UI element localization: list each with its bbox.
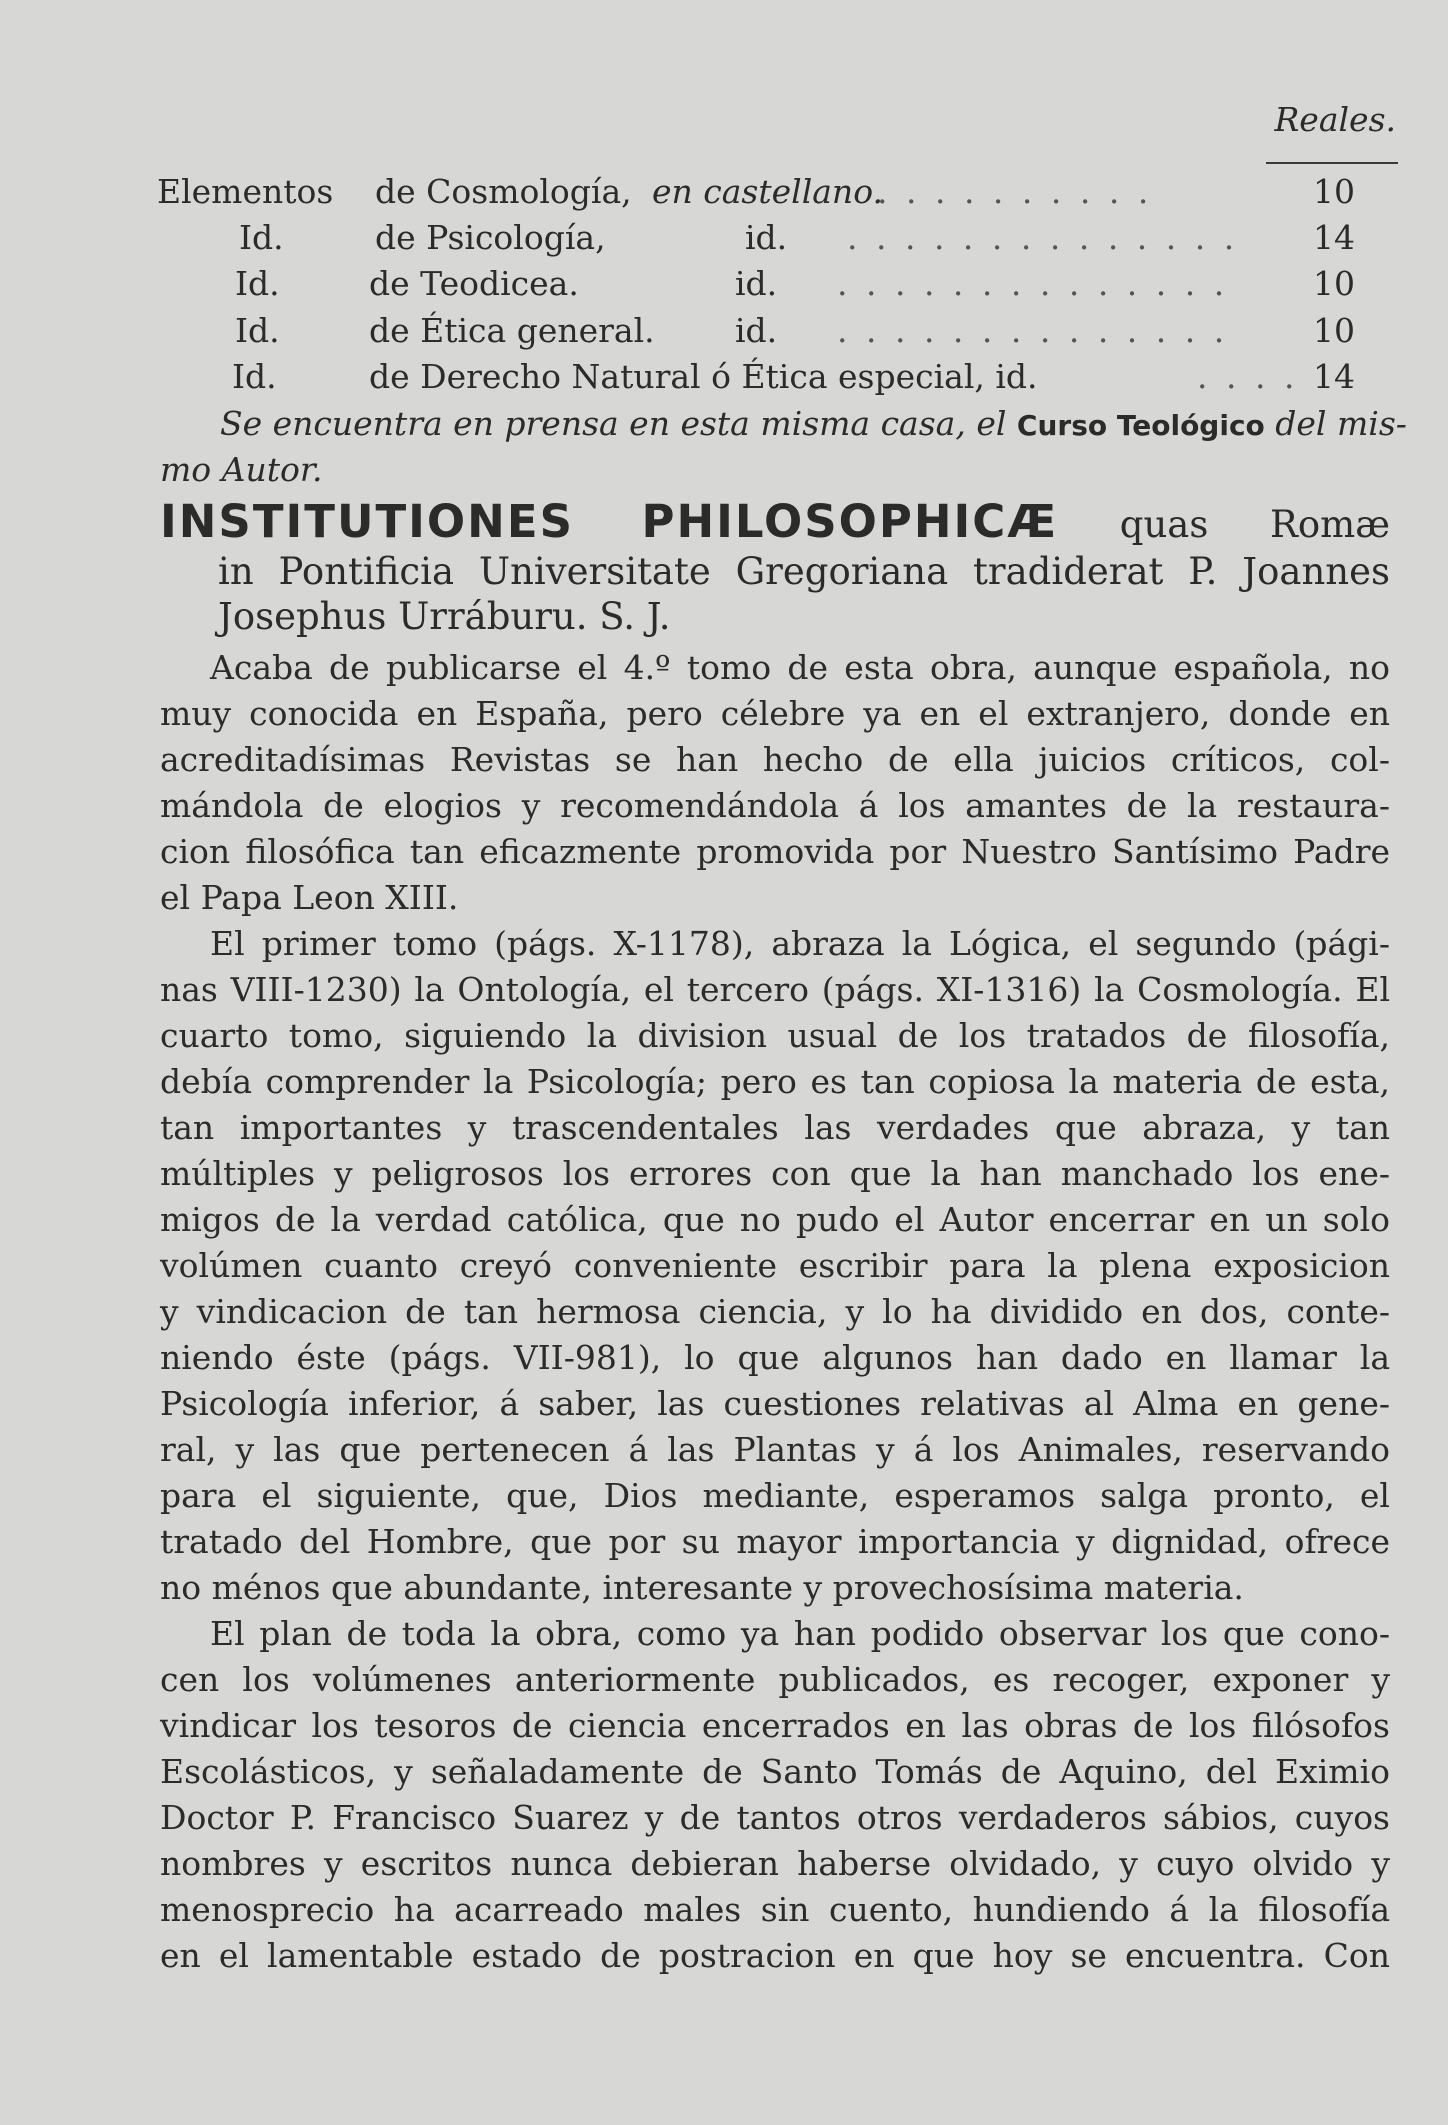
para2-line: tan importantes y trascendentales las verdades que abraza, y tan xyxy=(160,1108,1390,1147)
para2-line: para el siguiente, que, Dios mediante, esperamos salga pronto, el xyxy=(160,1476,1390,1515)
leader-dots: . . . . . . . . . . . . . . xyxy=(837,264,1229,303)
para3-line: vindicar los tesoros de ciencia encerrados en las obras de los filósofos xyxy=(160,1706,1390,1745)
book-title: INSTITUTIONES PHILOSOPHICÆ xyxy=(160,495,1059,548)
para1-line: mándola de elogios y recomendándola á los amantes de la restaura- xyxy=(160,786,1390,825)
catalog-row-3 xyxy=(157,264,1367,308)
para2-line: niendo éste (págs. VII-981), lo que algunos han dado en llamar la xyxy=(160,1338,1390,1377)
catalog-price: 10 xyxy=(1313,311,1355,350)
para2-line: ral, y las que pertenecen á las Plantas y á los Animales, reservando xyxy=(160,1430,1390,1469)
para2-line: Psicología inferior, á saber, las cuestiones relativas al Alma en gene- xyxy=(160,1384,1390,1423)
catalog-row-2 xyxy=(157,218,1367,262)
catalog-row-4 xyxy=(157,311,1367,355)
para1-line: el Papa Leon XIII. xyxy=(160,878,459,917)
notice-text-end: del mis- xyxy=(1275,404,1407,443)
catalog-subject: de Derecho Natural ó Ética especial, id. xyxy=(369,357,1038,396)
para3-line: Escolásticos, y señaladamente de Santo Tomás de Aquino, del Eximio xyxy=(160,1752,1390,1791)
para1-line: Acaba de publicarse el 4.º tomo de esta obra, aunque española, no xyxy=(210,648,1390,687)
para3-line: en el lamentable estado de postracion en que hoy se encuentra. Con xyxy=(160,1936,1390,1975)
para2-line: y vindicacion de tan hermosa ciencia, y lo ha dividido en dos, conte- xyxy=(160,1292,1390,1331)
catalog-prefix: Id. xyxy=(232,357,277,396)
para2-line: nas VIII-1230) la Ontología, el tercero (págs. XI-1316) la Cosmología. El xyxy=(160,970,1390,1009)
catalog-subject: de Ética general. xyxy=(369,311,655,350)
para2-line: cuarto tomo, siguiendo la division usual de los tratados de filosofía, xyxy=(160,1016,1390,1055)
leader-dots: . . . . xyxy=(1197,357,1299,396)
para1-line: acreditadísimas Revistas se han hecho de ella juicios críticos, col- xyxy=(160,740,1390,779)
catalog-note: id. xyxy=(735,311,778,350)
catalog-price: 10 xyxy=(1313,172,1355,211)
para2-line: debía comprender la Psicología; pero es tan copiosa la materia de esta, xyxy=(160,1062,1390,1101)
catalog-note: id. xyxy=(735,264,778,303)
price-column-label: Reales. xyxy=(1274,100,1396,139)
catalog-price: 10 xyxy=(1313,264,1355,303)
catalog-price: 14 xyxy=(1313,357,1355,396)
catalog-prefix: Id. xyxy=(235,264,280,303)
para2-line: El primer tomo (págs. X-1178), abraza la Lógica, el segundo (pági- xyxy=(210,924,1390,963)
catalog-row-1 xyxy=(157,172,1367,216)
para2-line: múltiples y peligrosos los errores con que la han manchado los ene- xyxy=(160,1154,1390,1193)
para2-line: no ménos que abundante, interesante y provechosísima materia. xyxy=(160,1568,1244,1607)
catalog-prefix: Id. xyxy=(235,311,280,350)
leader-dots: . . . . . . . . . . . . . . xyxy=(837,311,1229,350)
price-column-rule xyxy=(1266,162,1398,164)
title-line-2: in Pontificia Universitate Gregoriana tradiderat P. Joannes xyxy=(218,550,1390,593)
notice-text-start: Se encuentra en prensa en esta misma casa, el xyxy=(220,404,1007,443)
title-rest: quas Romæ xyxy=(1119,503,1390,546)
para2-line: migos de la verdad católica, que no pudo el Autor encerrar en un solo xyxy=(160,1200,1390,1239)
leader-dots: . . . . . . . . . . xyxy=(877,172,1153,211)
para1-line: muy conocida en España, pero célebre ya en el extranjero, donde en xyxy=(160,694,1390,733)
para3-line: Doctor P. Francisco Suarez y de tantos otros verdaderos sábios, cuyos xyxy=(160,1798,1390,1837)
catalog-subject: de Teodicea. xyxy=(369,264,579,303)
para2-line: volúmen cuanto creyó conveniente escribir para la plena exposicion xyxy=(160,1246,1390,1285)
title-line-1 xyxy=(160,495,1390,548)
catalog-price: 14 xyxy=(1313,218,1355,257)
notice-line-2: mo Autor. xyxy=(160,450,323,489)
notice-bold-title: Curso Teológico xyxy=(1016,409,1265,442)
para3-line: menosprecio ha acarreado males sin cuento, hundiendo á la filosofía xyxy=(160,1890,1390,1929)
para2-line: tratado del Hombre, que por su mayor importancia y dignidad, ofrece xyxy=(160,1522,1390,1561)
catalog-row-5 xyxy=(157,357,1367,401)
catalog-note: id. xyxy=(745,218,788,257)
catalog-subject: de Cosmología, xyxy=(375,172,632,211)
para1-line: cion filosófica tan eficazmente promovida por Nuestro Santísimo Padre xyxy=(160,832,1390,871)
catalog-note: en castellano. xyxy=(652,172,883,211)
catalog-prefix: Elementos xyxy=(157,172,334,211)
notice-line-1 xyxy=(160,404,1407,443)
catalog-subject: de Psicología, xyxy=(375,218,606,257)
para3-line: nombres y escritos nunca debieran haberse olvidado, y cuyo olvido y xyxy=(160,1844,1390,1883)
leader-dots: . . . . . . . . . . . . . . xyxy=(847,218,1239,257)
para3-line: El plan de toda la obra, como ya han podido observar los que cono- xyxy=(210,1614,1390,1653)
title-line-3: Josephus Urráburu. S. J. xyxy=(218,595,671,638)
catalog-prefix: Id. xyxy=(239,218,284,257)
para3-line: cen los volúmenes anteriormente publicados, es recoger, exponer y xyxy=(160,1660,1390,1699)
